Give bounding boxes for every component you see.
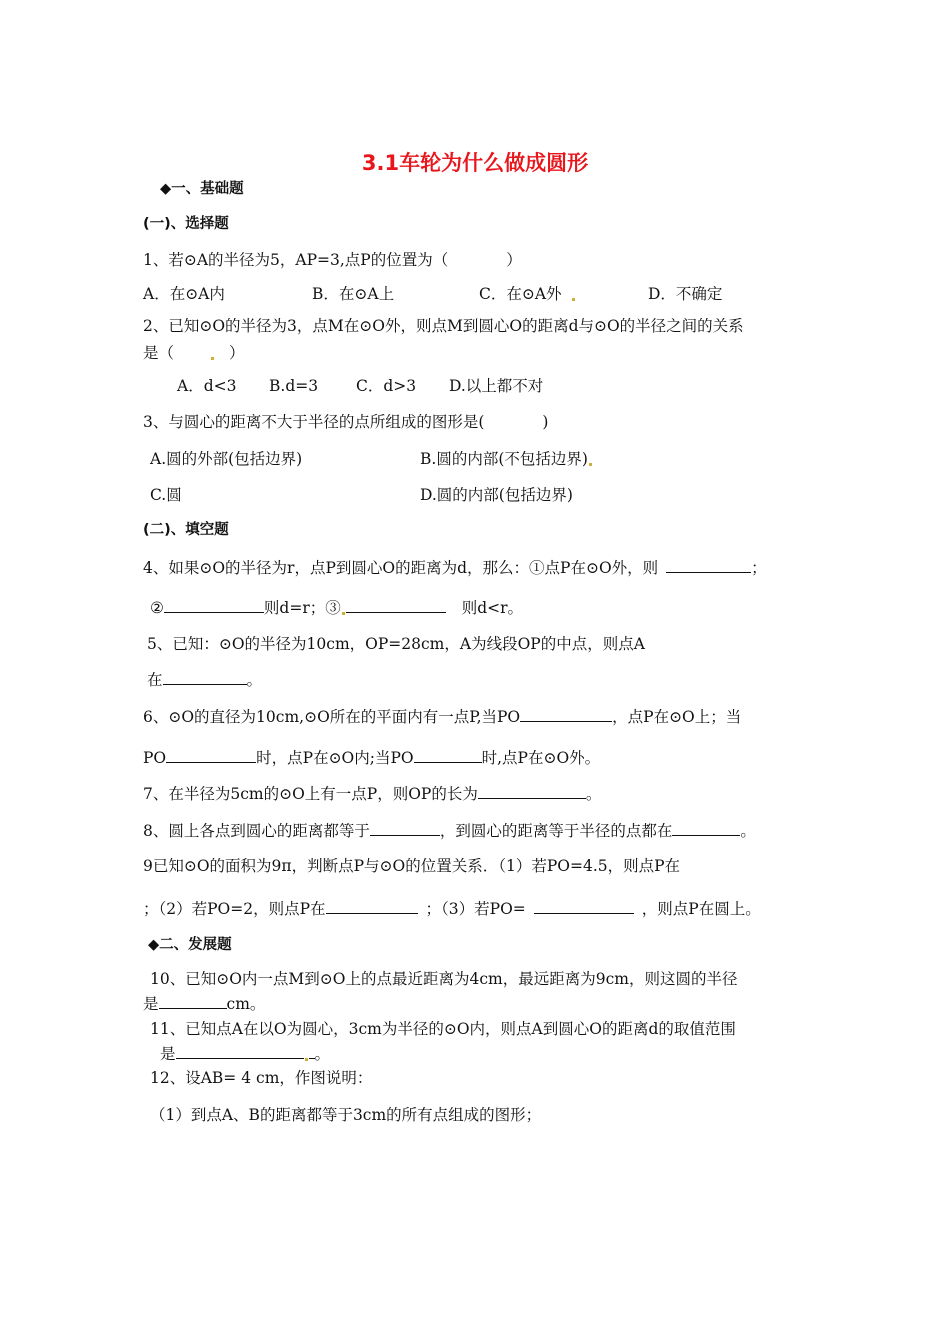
- answer-blank: [346, 597, 446, 613]
- question-10-line-1: 10、已知⊙O内一点M到⊙O上的点最近距离为4cm，最远距离为9cm，则这圆的半径: [150, 970, 738, 988]
- page-title: 3.1车轮为什么做成圆形: [361, 151, 589, 175]
- question-1-option-b: B．在⊙A上: [312, 285, 395, 303]
- question-4-line-2: ② 则d=r；③ 则d<r。: [150, 599, 524, 617]
- question-3: 3、与圆心的距离不大于半径的点所组成的图形是( ): [143, 413, 549, 431]
- question-12-line-2: （1）到点A、B的距离都等于3cm的所有点组成的图形；: [150, 1106, 542, 1124]
- answer-blank: [520, 706, 612, 722]
- question-6-line-2: PO 时，点P在⊙O内;当PO 时,点P在⊙O外。: [143, 749, 601, 767]
- question-4-line-1: 4、如果⊙O的半径为r，点P到圆心O的距离为d，那么：①点P在⊙O外，则 ；: [143, 559, 767, 577]
- question-3-option-c: C.圆: [150, 486, 182, 504]
- question-5-line-1: 5、已知：⊙O的半径为10cm，OP=28cm，A为线段OP的中点，则点A: [147, 635, 645, 653]
- question-7: 7、在半径为5cm的⊙O上有一点P，则OP的长为 。: [143, 785, 602, 803]
- answer-blank: [534, 898, 634, 914]
- question-9-line-2: ；（2）若PO=2，则点P在 ；（3）若PO= ，则点P在圆上。: [143, 900, 761, 918]
- question-2-option-c: C．d>3: [356, 377, 417, 395]
- answer-blank: [166, 747, 256, 763]
- answer-blank: [666, 557, 751, 573]
- question-10-line-2: 是 cm。: [143, 995, 266, 1013]
- question-6-line-1: 6、⊙O的直径为10cm,⊙O所在的平面内有一点P,当PO ，点P在⊙O上；当: [143, 708, 742, 726]
- question-1-text: 1、若⊙A的半径为5，AP=3,点P的位置为（: [143, 251, 449, 269]
- question-3-option-b: B.圆的内部(不包括边界): [420, 449, 593, 469]
- question-2-option-b: B.d=3: [269, 377, 319, 395]
- subsection-choice-heading: (一)、选择题: [143, 216, 229, 232]
- question-2-option-a: A．d<3: [177, 377, 237, 395]
- question-12-line-1: 12、设AB= 4 cm，作图说明：: [150, 1069, 373, 1087]
- question-5-line-2: 在 。: [147, 671, 263, 689]
- question-2-option-d: D.以上都不对: [449, 377, 544, 395]
- answer-blank: [164, 597, 264, 613]
- question-1-option-d: D．不确定: [648, 285, 723, 303]
- question-3-option-d: D.圆的内部(包括边界): [420, 486, 573, 504]
- section-basic-heading: ◆一、基础题: [160, 181, 244, 197]
- question-8: 8、圆上各点到圆心的距离都等于 ，到圆心的距离等于半径的点都在 。: [143, 822, 756, 840]
- question-1-close: ）: [506, 251, 522, 269]
- answer-blank: [326, 898, 418, 914]
- section-development-heading: ◆二、发展题: [148, 937, 232, 953]
- subsection-fill-heading: (二)、填空题: [143, 522, 229, 538]
- question-11-line-1: 11、已知点A在以O为圆心，3cm为半径的⊙O内，则点A到圆心O的距离d的取值范围: [150, 1020, 736, 1038]
- answer-blank: [414, 747, 482, 763]
- question-3-option-a: A.圆的外部(包括边界): [150, 450, 303, 468]
- question-1: [143, 250, 522, 270]
- answer-blank: [672, 820, 740, 836]
- question-1-option-c: C．在⊙A外: [479, 284, 576, 304]
- answer-blank: [478, 783, 586, 799]
- answer-blank: [159, 993, 227, 1009]
- answer-blank: [370, 820, 440, 836]
- question-1-option-a: A．在⊙A内: [143, 285, 225, 303]
- question-9-line-1: 9已知⊙O的面积为9π，判断点P与⊙O的位置关系．（1）若PO=4.5，则点P在: [143, 857, 681, 875]
- question-11-line-2: 是 。: [160, 1045, 331, 1063]
- question-2-line-1: 2、已知⊙O的半径为3，点M在⊙O外，则点M到圆心O的距离d与⊙O的半径之间的关系: [143, 317, 744, 335]
- answer-blank: [176, 1043, 304, 1059]
- answer-blank: [163, 669, 247, 685]
- question-2-line-2: 是（ ）: [143, 344, 245, 362]
